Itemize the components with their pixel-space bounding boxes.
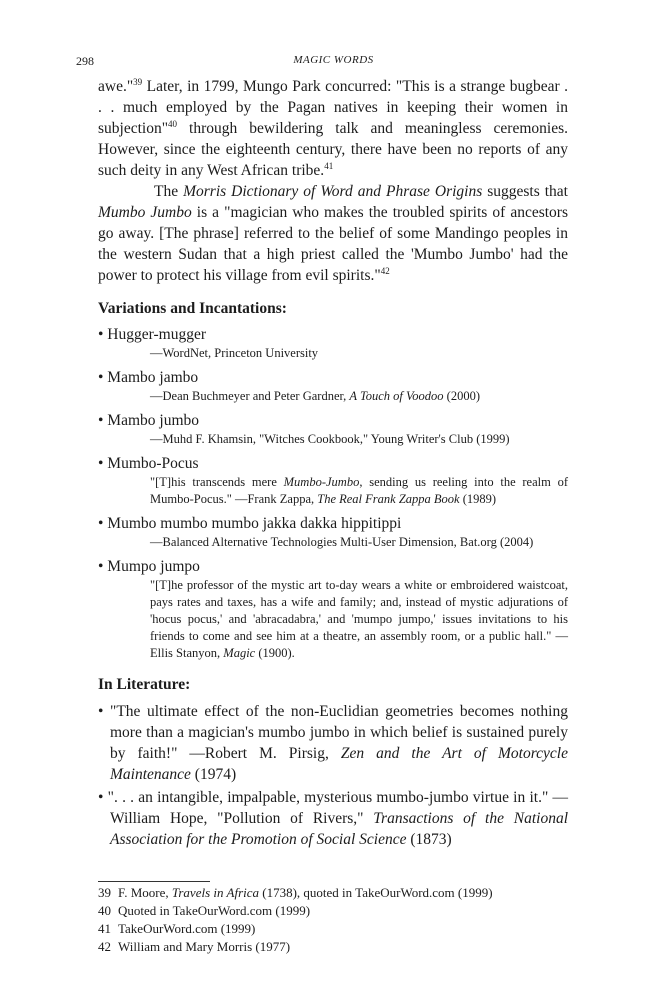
variation-source <box>150 431 568 448</box>
page-number: 298 <box>76 54 94 68</box>
variation-source <box>150 345 568 362</box>
text: —WordNet, Princeton University <box>150 346 319 360</box>
journal-title: Transactions of the National Association for the Promotion of Social Science <box>110 810 568 848</box>
text: (1989) <box>459 492 497 506</box>
variation-source <box>150 534 568 551</box>
text: (1738), quoted in TakeOurWord.com (1999) <box>259 885 493 900</box>
section-heading-variations: Variations and Incantations: <box>98 300 287 317</box>
book-title: Morris Dictionary of Word and Phrase Origins <box>183 183 483 200</box>
footnote <box>98 902 568 920</box>
text: (2000) <box>443 389 480 403</box>
variation-entry <box>98 325 568 362</box>
text: (1900). <box>255 646 295 660</box>
text: —Muhd F. Khamsin, "Witches Cookbook," Young Writer's Club (1999) <box>150 432 510 446</box>
text: is a "magician who makes the troubled spirits of ancestors go away. [The phrase] referred to the belief of some Mandingo peoples in the western Sudan that a high priest called the 'Mumbo Jumbo' had the power to protect his village from evil spirits." <box>98 204 568 284</box>
text: William and Mary Morris (1977) <box>118 939 291 954</box>
variation-name: • Mambo jumbo <box>98 412 200 429</box>
variation-source <box>150 474 568 508</box>
literature-entry <box>98 787 568 850</box>
text: • "The ultimate effect of the non-Euclidian geometries becomes nothing more than a magician's mumbo jumbo in which belief is sustained purely by faith!" —Robert M. Pirsig, <box>98 703 568 762</box>
variation-name: • Mumbo-Pocus <box>98 455 199 472</box>
text: The <box>154 183 184 200</box>
text: through bewildering talk and meaningless ceremonies. However, since the eighteenth century, there have been no reports of any such deity in any West African tribe. <box>98 120 568 179</box>
book-title: Magic <box>223 646 256 660</box>
variation-entry <box>98 411 568 448</box>
term: Mumbo-Jumbo <box>283 475 360 489</box>
footnote-number: 40 <box>98 903 111 918</box>
footnotes <box>98 884 568 956</box>
term: Mumbo Jumbo <box>98 204 192 221</box>
footnote-divider <box>98 881 210 882</box>
text: (1974) <box>190 766 237 783</box>
book-title: Zen and the Art of Motorcycle Maintenance <box>110 745 568 783</box>
text: , sending us reeling into the realm of Mumbo-Pocus." —Frank Zappa, <box>150 475 568 506</box>
footnote <box>98 938 568 956</box>
running-title: MAGIC WORDS <box>293 54 374 66</box>
text: Quoted in TakeOurWord.com (1999) <box>118 903 311 918</box>
text: "[T]his transcends mere <box>150 475 284 489</box>
text: awe." <box>98 78 134 95</box>
paragraph-2 <box>98 181 568 286</box>
section-heading-literature: In Literature: <box>98 676 191 693</box>
variation-name: • Mumpo jumpo <box>98 558 200 575</box>
variation-entry <box>98 514 568 551</box>
text: F. Moore, <box>118 885 172 900</box>
text: —Dean Buchmeyer and Peter Gardner, <box>150 389 350 403</box>
book-title: The Real Frank Zappa Book <box>317 492 460 506</box>
footnote-number: 39 <box>98 885 111 900</box>
paragraph-1 <box>98 76 568 181</box>
footnote-ref: 40 <box>168 119 178 129</box>
text: suggests that <box>482 183 568 200</box>
footnote-ref: 41 <box>324 161 334 171</box>
main-text <box>98 76 568 852</box>
footnote-ref: 42 <box>380 266 390 276</box>
text: Later, in 1799, Mungo Park concurred: "This is a strange bugbear . . . much employed by the Pagan natives in keeping their women in subjection" <box>98 78 568 137</box>
text: —Balanced Alternative Technologies Multi-User Dimension, Bat.org (2004) <box>150 535 534 549</box>
text: "[T]he professor of the mystic art to-day wears a white or embroidered waistcoat, pays rates and taxes, has a wife and family; and, instead of mystic adjurations of 'hocus pocus,' and 'abracadabra,' and 'mumpo jumpo,' issues invitations to his friends to come and see him at a theatre, an assembly room, or a public hall." —Ellis Stanyon, <box>150 578 568 660</box>
variation-entry <box>98 368 568 405</box>
variation-source <box>150 388 568 405</box>
text: • ". . . an intangible, impalpable, mysterious mumbo-jumbo virtue in it." —William Hope, "Pollution of Rivers," <box>98 789 568 827</box>
variation-entry <box>98 454 568 508</box>
literature-entry <box>98 701 568 785</box>
text: TakeOurWord.com (1999) <box>118 921 256 936</box>
variation-name: • Hugger-mugger <box>98 326 206 343</box>
footnote-ref: 39 <box>133 77 143 87</box>
book-title: Travels in Africa <box>171 885 260 900</box>
variation-source <box>150 577 568 662</box>
running-header <box>76 54 591 70</box>
footnote <box>98 920 568 938</box>
footnote <box>98 884 568 902</box>
variation-name: • Mambo jambo <box>98 369 199 386</box>
variation-entry <box>98 557 568 662</box>
footnote-number: 41 <box>98 921 111 936</box>
text: (1873) <box>406 831 452 848</box>
book-title: A Touch of Voodoo <box>349 389 444 403</box>
variation-name: • Mumbo mumbo mumbo jakka dakka hippitippi <box>98 515 402 532</box>
footnote-number: 42 <box>98 939 111 954</box>
